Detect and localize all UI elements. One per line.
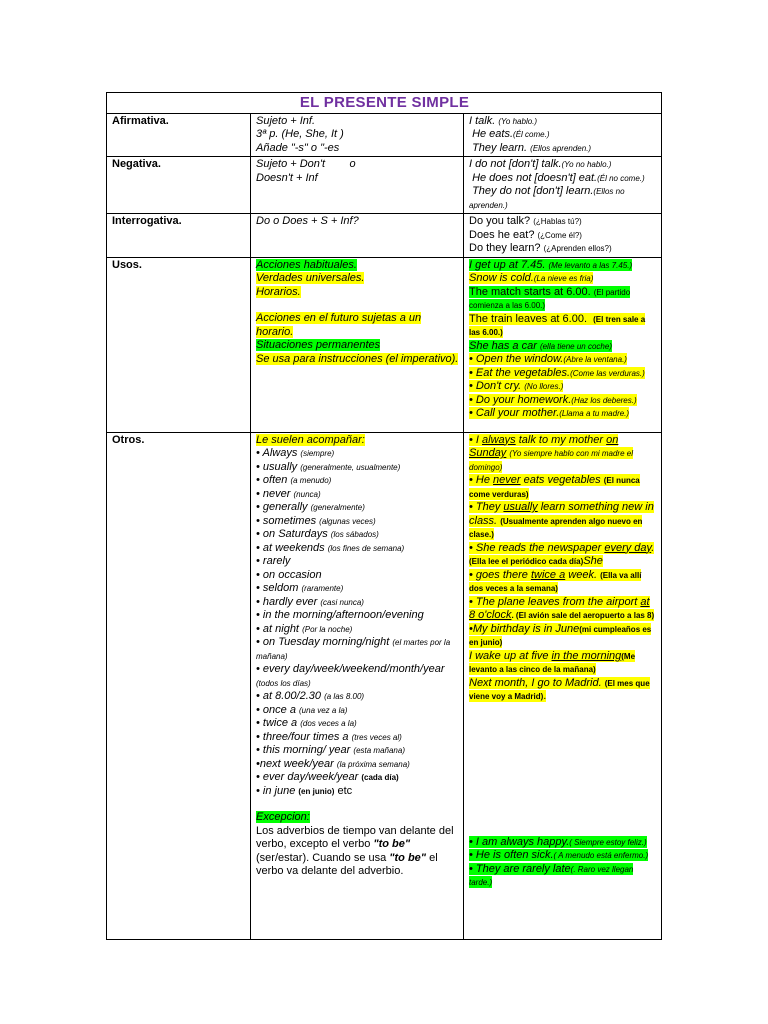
adverb-translation: (todos los días) xyxy=(256,678,311,688)
adverb-translation: (esta mañana) xyxy=(353,746,405,755)
example-text: I do not [don't] talk. xyxy=(469,158,562,170)
exception-label: Excepcion: xyxy=(256,811,310,823)
use-text: Verdades universales. xyxy=(256,272,365,284)
rule-line: Sujeto + Inf. xyxy=(256,114,316,127)
example-text: Does he eat? xyxy=(469,228,535,241)
adverb-text: • generally xyxy=(256,501,308,513)
exception-heading xyxy=(256,811,459,825)
example-translation: (¿Come él?) xyxy=(537,230,582,240)
rule-emphasis: "to be" xyxy=(389,851,427,864)
example-translation: (Haz los deberes.) xyxy=(571,395,637,405)
adverb-translation: (siempre) xyxy=(300,449,335,458)
use-item xyxy=(256,259,459,273)
spacer xyxy=(256,299,459,312)
example-translation: (Él no come.) xyxy=(597,173,645,183)
table-row-interrogativa xyxy=(107,214,662,258)
example-translation: (La nieve es fria) xyxy=(533,274,594,283)
example-text: They do not [don't] learn. xyxy=(472,185,594,197)
adverbs-examples-cell xyxy=(464,432,662,939)
adverb-translation: (generalmente) xyxy=(310,503,365,512)
example-text: He eats. xyxy=(472,128,514,140)
rule-cell xyxy=(251,157,464,214)
adverb-item xyxy=(256,771,459,785)
example-text: talk to my mother xyxy=(515,433,607,446)
adverb-translation: (tres veces al) xyxy=(351,732,402,742)
example-text: Do you talk? xyxy=(469,215,531,227)
example-line xyxy=(469,836,657,850)
use-text: Acciones en el futuro sujetas a un horario. xyxy=(256,312,422,338)
rule-line: 3ª p. (He, She, It ) xyxy=(256,128,344,140)
row-label-cell xyxy=(107,113,251,157)
adverb-item xyxy=(256,542,459,556)
example-text: • Do your homework. xyxy=(469,393,572,406)
example-translation: (Yo siempre hablo con mi madre el domingo) xyxy=(469,449,633,472)
example-translation: (Llama a tu madre.) xyxy=(559,409,630,418)
example-line xyxy=(469,286,657,313)
example-text: •My birthday is in June xyxy=(469,622,580,635)
rule-part: (ser/estar). Cuando se usa xyxy=(256,851,390,864)
example-translation: (Come las verduras.) xyxy=(570,368,645,378)
spacer xyxy=(469,704,657,836)
example-text: • goes there xyxy=(469,568,531,581)
example-text: I wake up at five xyxy=(469,649,552,662)
example-text: He does not [doesn't] eat. xyxy=(472,171,598,184)
example-text: Do they learn? xyxy=(469,242,541,254)
adverb-item xyxy=(256,596,459,610)
example-translation: (Usualmente aprenden algo nuevo en clase.) xyxy=(469,516,643,539)
adverb-translation: (a menudo) xyxy=(290,476,332,485)
adverb-translation: (en junio) xyxy=(298,786,335,796)
example-text: • The plane leaves from the airport xyxy=(469,595,641,608)
adverb-translation: (los fines de semana) xyxy=(327,543,405,553)
example-translation: (¿Hablas tú?) xyxy=(533,217,582,226)
adverb-item xyxy=(256,555,459,569)
example-text: • He is often sick. xyxy=(469,849,554,861)
adverb-translation: (el martes por la mañana) xyxy=(256,638,451,661)
adverb-translation: (dos veces a la) xyxy=(300,719,357,728)
adverb-text: • hardly ever xyxy=(256,595,318,608)
example-text: The match starts at 6.00. xyxy=(469,285,591,298)
adverb-text: • in june xyxy=(256,784,296,797)
example-keyword: every day xyxy=(604,541,652,554)
example-text: She has a car xyxy=(469,339,537,352)
example-line xyxy=(469,242,657,256)
adverb-text: • twice a xyxy=(256,717,298,729)
title-cell xyxy=(107,93,662,114)
rule-line: Do o Does + S + Inf? xyxy=(256,215,359,227)
adverb-item xyxy=(256,488,459,502)
example-line xyxy=(469,313,657,340)
rule-cell xyxy=(251,214,464,258)
adverb-item xyxy=(256,461,459,475)
example-translation: (ella tiene un coche) xyxy=(539,341,612,351)
adverb-translation: (cada día) xyxy=(361,773,399,782)
example-text: • Open the window. xyxy=(469,353,564,365)
example-line xyxy=(469,172,657,186)
adverb-text: • on occasion xyxy=(256,568,322,581)
adverb-item xyxy=(256,447,459,461)
example-translation: (Ellos no aprenden.) xyxy=(469,187,625,210)
row-label: Afirmativa. xyxy=(112,114,169,127)
example-line xyxy=(469,849,657,863)
adverb-text: • at 8.00/2.30 xyxy=(256,690,322,702)
example-line xyxy=(469,677,657,704)
example-line xyxy=(469,474,657,501)
adverb-text: • at night xyxy=(256,622,299,635)
adverb-translation: (los sábados) xyxy=(330,530,379,539)
example-translation: ( Siempre estoy feliz.) xyxy=(569,837,647,847)
adverb-item xyxy=(256,731,459,745)
example-line xyxy=(469,596,657,623)
example-cell xyxy=(464,113,662,157)
adverb-item xyxy=(256,609,459,623)
example-line xyxy=(469,863,657,890)
row-label: Otros. xyxy=(112,433,145,446)
rule-emphasis: "to be" xyxy=(373,838,411,850)
rule-line: Añade "-s" o "-es xyxy=(256,141,340,154)
example-cell xyxy=(464,157,662,214)
adverb-item xyxy=(256,785,459,799)
example-line xyxy=(469,650,657,677)
example-text: I talk. xyxy=(469,114,496,127)
adverb-text: • three/four times a xyxy=(256,730,349,743)
example-line xyxy=(469,434,657,475)
example-cell xyxy=(464,214,662,258)
table-row-otros xyxy=(107,432,662,939)
example-text: Snow is cold. xyxy=(469,272,534,284)
adverb-text: • seldom xyxy=(256,582,299,594)
example-translation: (¿Aprenden ellos?) xyxy=(543,244,612,253)
example-translation: (Yo no hablo.) xyxy=(561,160,612,169)
example-line xyxy=(469,569,657,596)
adverb-text: • usually xyxy=(256,460,298,473)
example-keyword: in the morning xyxy=(551,649,622,662)
rule-text: Sujeto + Don't xyxy=(256,158,326,170)
example-text: • They are rarely late xyxy=(469,862,571,875)
example-text: . xyxy=(651,541,655,554)
table-row-afirmativa xyxy=(107,113,662,157)
adverbs-cell xyxy=(251,432,464,939)
example-translation: (El nunca come verduras) xyxy=(469,476,640,499)
adverb-item xyxy=(256,623,459,637)
adverb-item xyxy=(256,758,459,772)
page-title: EL PRESENTE SIMPLE xyxy=(299,94,470,111)
example-keyword: on Sunday xyxy=(469,433,619,459)
adverb-translation: (generalmente, usualmente) xyxy=(300,462,401,472)
adverb-text: • every day/week/weekend/month/year xyxy=(256,663,445,675)
example-translation: (Él come.) xyxy=(513,130,550,139)
example-text: The train leaves at 6.00. xyxy=(469,312,588,325)
example-line xyxy=(469,367,657,381)
example-line xyxy=(469,623,657,650)
adverb-translation: (nunca) xyxy=(293,489,321,499)
example-line xyxy=(469,380,657,394)
rule-cell xyxy=(251,113,464,157)
example-line xyxy=(469,128,657,142)
adverb-text: • ever day/week/year xyxy=(256,771,359,783)
adverb-text: •next week/year xyxy=(256,757,334,770)
example-translation: (Ella va allí dos veces a la semana) xyxy=(469,570,642,593)
table-row-negativa xyxy=(107,157,662,214)
adverb-translation: (la próxima semana) xyxy=(336,759,410,769)
adverb-translation: (Por la noche) xyxy=(302,624,353,634)
adverbs-intro xyxy=(256,434,459,448)
use-item xyxy=(256,286,459,300)
example-text: . xyxy=(543,690,547,702)
example-line xyxy=(469,185,657,212)
example-line xyxy=(469,259,657,273)
adverb-item xyxy=(256,690,459,704)
example-translation: ( A menudo está enfermo.) xyxy=(553,851,649,860)
example-text: eats vegetables xyxy=(520,474,604,486)
rule-line: Doesn't + Inf xyxy=(256,171,318,184)
use-item xyxy=(256,272,459,286)
example-text: Next month, I go to Madrid. xyxy=(469,676,605,689)
example-text: • Eat the vegetables. xyxy=(469,366,571,379)
example-line xyxy=(469,407,657,421)
adverb-text: • in the morning/afternoon/evening xyxy=(256,609,424,621)
example-translation: (Me levanto a las 7.45.) xyxy=(548,260,633,270)
use-text: Situaciones permanentes xyxy=(256,339,381,351)
example-text: • Call your mother. xyxy=(469,407,560,419)
intro-text: Le suelen acompañar: xyxy=(256,433,365,446)
example-line xyxy=(469,158,657,172)
row-label: Negativa. xyxy=(112,158,161,170)
example-text: She xyxy=(583,555,603,567)
row-label-cell xyxy=(107,432,251,939)
adverb-text: • on Saturdays xyxy=(256,528,328,540)
use-text: Se usa para instrucciones (el imperativo). xyxy=(256,352,459,365)
adverb-item xyxy=(256,528,459,542)
example-keyword: always xyxy=(482,433,516,446)
example-line xyxy=(469,272,657,286)
example-text: I get up at 7.45. xyxy=(469,258,546,271)
example-translation: (Me levanto a las cinco de la mañana) xyxy=(469,651,636,674)
adverb-item xyxy=(256,501,459,515)
rule-line xyxy=(256,158,459,172)
adverb-translation: (raramente) xyxy=(301,584,344,593)
row-label: Interrogativa. xyxy=(112,215,182,227)
use-text: Horarios. xyxy=(256,285,301,298)
rule-part: Los adverbios de tiempo van delante del verbo, excepto el verbo xyxy=(256,824,454,850)
adverb-item xyxy=(256,569,459,583)
example-line xyxy=(469,394,657,408)
example-text: • I am always happy. xyxy=(469,835,570,848)
row-label-cell xyxy=(107,257,251,432)
example-translation: (No llores.) xyxy=(524,382,564,391)
example-line xyxy=(469,501,657,542)
example-keyword: twice a xyxy=(530,568,566,581)
adverb-text: • once a xyxy=(256,703,296,716)
use-item xyxy=(256,312,459,339)
adverb-text: • sometimes xyxy=(256,514,317,527)
example-text: • Don't cry. xyxy=(469,380,522,392)
adverb-translation: (algunas veces) xyxy=(319,516,376,526)
adverb-text: • Always xyxy=(256,447,298,459)
example-translation: (El partido comienza a las 6.00.) xyxy=(469,287,631,310)
example-keyword: never xyxy=(493,474,521,486)
example-text: learn something new in class. xyxy=(469,501,654,527)
example-translation: (Ellos aprenden.) xyxy=(530,143,592,153)
adverb-tail: etc xyxy=(337,784,353,797)
adverb-text: • never xyxy=(256,487,291,500)
example-translation: (El tren sale a las 6.00.) xyxy=(469,314,646,337)
example-text: • He xyxy=(469,474,494,486)
rule-text: o xyxy=(349,158,356,170)
adverb-text: • this morning/ year xyxy=(256,744,351,756)
adverb-item xyxy=(256,704,459,718)
row-label: Usos. xyxy=(112,258,142,271)
adverb-text: • at weekends xyxy=(256,541,325,554)
exception-rule xyxy=(256,825,459,879)
adverb-item xyxy=(256,717,459,731)
adverb-text: • rarely xyxy=(256,555,291,567)
use-text: Acciones habituales. xyxy=(256,258,357,271)
example-translation: (Abre la ventana.) xyxy=(563,355,627,364)
adverb-text: • often xyxy=(256,474,288,486)
adverb-item xyxy=(256,663,459,690)
example-line xyxy=(469,142,657,156)
example-translation: (mi cumpleaños es en junio) xyxy=(469,624,652,647)
adverb-item xyxy=(256,582,459,596)
example-text: • I xyxy=(469,433,483,446)
use-item xyxy=(256,353,459,367)
example-text: • They xyxy=(469,501,504,513)
example-translation: . (El avión sale del aeropuerto a las 8) xyxy=(511,611,655,620)
title-row xyxy=(107,93,662,114)
use-item xyxy=(256,339,459,353)
example-translation: (Yo hablo.) xyxy=(498,116,538,126)
adverb-text: • on Tuesday morning/night xyxy=(256,636,390,648)
table-row-usos xyxy=(107,257,662,432)
grammar-table xyxy=(106,92,662,940)
example-line xyxy=(469,229,657,243)
adverb-translation: (a las 8.00) xyxy=(324,692,365,701)
adverb-item xyxy=(256,474,459,488)
adverb-item xyxy=(256,744,459,758)
adverb-list xyxy=(256,447,459,798)
example-translation: (Ella lee el periódico cada día) xyxy=(469,557,584,566)
example-text: They learn. xyxy=(472,141,528,154)
adverb-translation: (una vez a la) xyxy=(299,705,348,715)
example-line xyxy=(469,215,657,229)
adverb-translation: (casi nunca) xyxy=(320,597,364,607)
example-keyword: usually xyxy=(503,501,538,513)
example-line xyxy=(469,353,657,367)
uses-cell xyxy=(251,257,464,432)
example-translation: (. Raro vez llegan tarde.) xyxy=(469,864,634,887)
example-text: • She reads the newspaper xyxy=(469,541,605,554)
uses-examples-cell xyxy=(464,257,662,432)
adverb-item xyxy=(256,636,459,663)
example-line xyxy=(469,340,657,354)
spacer xyxy=(256,798,459,811)
row-label-cell xyxy=(107,214,251,258)
example-line xyxy=(469,542,657,569)
rule-part: el verbo va delante del adverbio. xyxy=(256,851,438,877)
row-label-cell xyxy=(107,157,251,214)
example-translation: (El mes que viene voy a Madrid) xyxy=(469,678,650,701)
adverb-item xyxy=(256,515,459,529)
example-text: week. xyxy=(565,568,601,581)
example-line xyxy=(469,115,657,129)
example-keyword: at 8 o'clock xyxy=(469,595,650,621)
